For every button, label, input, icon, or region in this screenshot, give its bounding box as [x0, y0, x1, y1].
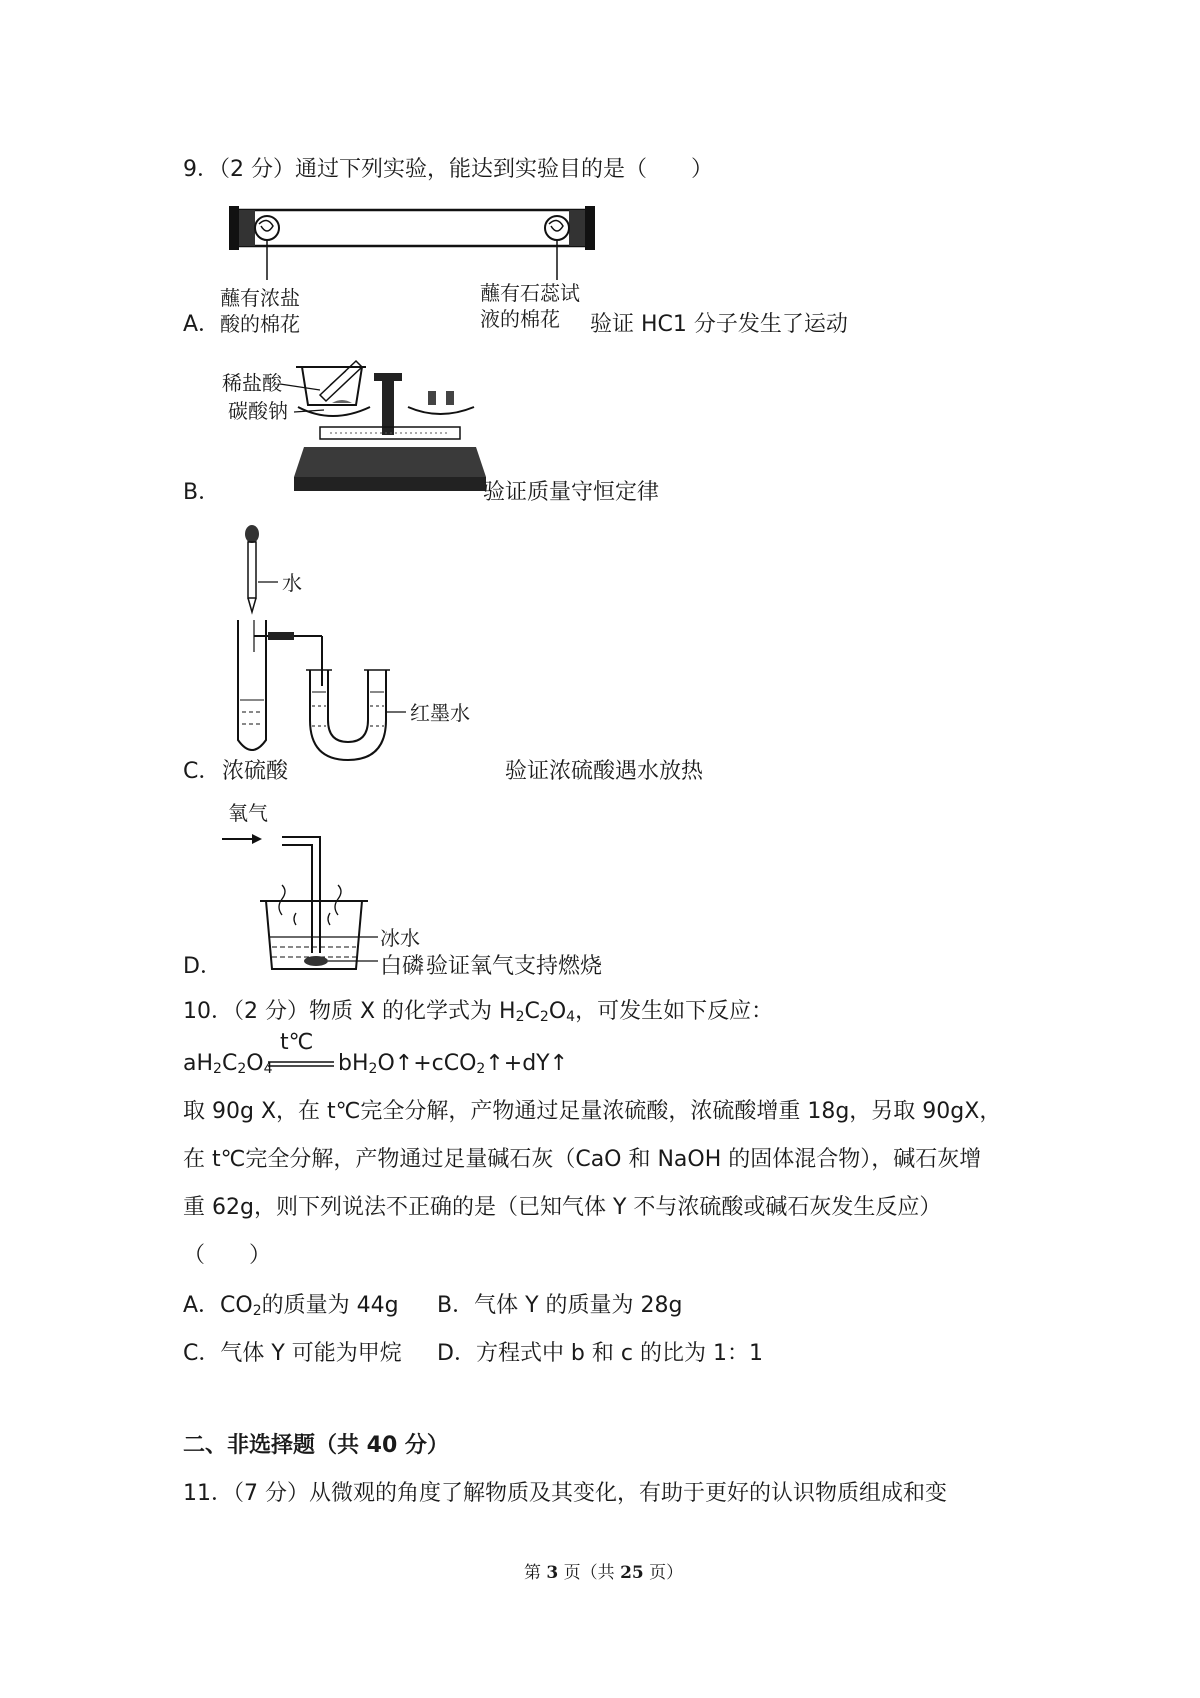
q10-line-1: 取 90g X，在 t℃完全分解，产物通过足量浓硫酸，浓硫酸增重 18g，另取 90gX， — [183, 1099, 1002, 1124]
q9-a-label-right-2: 液的棉花 — [480, 307, 560, 331]
q10-option-a: A．$CO_2$的质量为 44g — [183, 1293, 399, 1319]
q9-c-label-water: 水 — [282, 571, 302, 595]
q9-a-label-right-1: 蘸有石蕊试 — [480, 281, 580, 305]
q10-stem: 10．（2 分）物质 X 的化学式为 $H_2C_2O_4$，可发生如下反应： — [183, 999, 774, 1025]
q10-option-c: C．气体 Y 可能为甲烷 — [183, 1341, 402, 1366]
page-footer: 第 3 页（共 25 页） — [524, 1563, 684, 1583]
q9-d-letter: D． — [183, 954, 222, 979]
q9-stem: 9．（2 分）通过下列实验，能达到实验目的是（ ） — [183, 157, 713, 182]
q10-equation-left: $aH_2C_2O_4$ — [183, 1051, 273, 1077]
q9-a-letter: A． — [183, 312, 221, 337]
q9-c-figure — [230, 520, 460, 770]
q9-d-label-ice: 冰水 — [380, 926, 420, 950]
q9-b-label-2: 碳酸钠 — [228, 399, 288, 423]
q9-d-label-oxygen: 氧气 — [228, 801, 268, 825]
q10-equation-arrow — [268, 1060, 336, 1070]
q10-option-d: D．方程式中 b 和 c 的比为 1：1 — [437, 1341, 763, 1366]
q9-a-label-left-1: 蘸有浓盐 — [220, 286, 300, 310]
q10-option-b: B．气体 Y 的质量为 28g — [437, 1293, 683, 1318]
q10-line-4: （ ） — [183, 1243, 272, 1268]
q9-c-letter: C． — [183, 759, 221, 784]
q10-equation-right: $bH_2O↑+cCO_2↑+dY↑$ — [338, 1051, 569, 1077]
q9-d-figure — [220, 805, 380, 975]
q9-d-label-phos: 白磷 — [380, 954, 425, 979]
section-2-title: 二、非选择题（共 40 分） — [183, 1433, 449, 1458]
q9-b-label-1: 稀盐酸 — [222, 371, 282, 395]
q10-equation-condition: t℃ — [280, 1030, 314, 1055]
q9-b-leaders — [270, 380, 330, 420]
q9-a-label-left-2: 酸的棉花 — [220, 312, 300, 336]
q9-b-figure — [290, 355, 490, 505]
q9-c-caption: 验证浓硫酸遇水放热 — [505, 759, 704, 784]
q10-line-2: 在 t℃完全分解，产物通过足量碱石灰（CaO 和 NaOH 的固体混合物），碱石灰增 — [183, 1147, 982, 1172]
q9-d-caption: 验证氧气支持燃烧 — [426, 954, 603, 979]
q9-b-caption: 验证质量守恒定律 — [483, 480, 660, 505]
q11-stem: 11．（7 分）从微观的角度了解物质及其变化，有助于更好的认识物质组成和变 — [183, 1481, 947, 1506]
q9-c-label-acid: 浓硫酸 — [222, 759, 289, 784]
q9-b-letter: B． — [183, 480, 221, 505]
q10-line-3: 重 62g，则下列说法不正确的是（已知气体 Y 不与浓硫酸或碱石灰发生反应） — [183, 1195, 942, 1220]
q9-c-label-ink: 红墨水 — [410, 701, 470, 725]
q9-a-caption: 验证 HC1 分子发生了运动 — [590, 312, 848, 337]
